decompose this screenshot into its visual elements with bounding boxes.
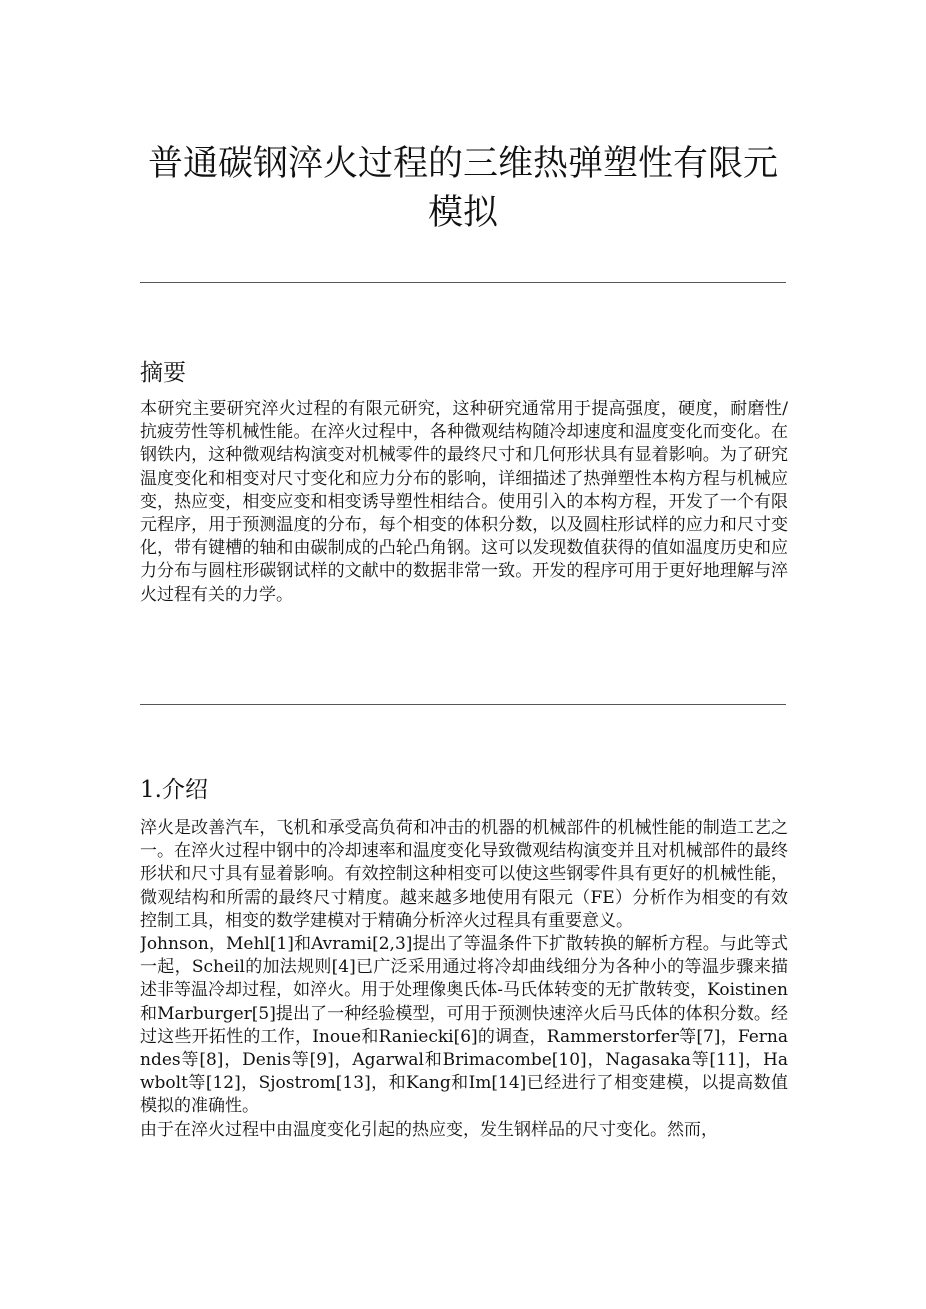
page-title: 普通碳钢淬火过程的三维热弹塑性有限元模拟 bbox=[147, 144, 778, 233]
abstract-paragraph: 本研究主要研究淬火过程的有限元研究，这种研究通常用于提高强度，硬度，耐磨性/抗疲劳性等机械性能。在淬火过程中，各种微观结构随冷却速度和温度变化而变化。在钢铁内，这种微观结构演变对机械零件的最终尺寸和几何形状具有显着影响。为了研究温度变化和相变对尺寸变化和应力分布的影响，详细描述了热弹塑性本构方程与机械应变，热应变，相变应变和相变诱导塑性相结合。使用引入的本构方程，开发了一个有限元程序，用于预测温度的分布，每个相变的体积分数，以及圆柱形试样的应力和尺寸变化，带有键槽的轴和由碳制成的凸轮凸角钢。这可以发现数值获得的值如温度历史和应力分布与圆柱形碳钢试样的文献中的数据非常一致。开发的程序可用于更好地理解与淬火过程有关的力学。 bbox=[140, 399, 788, 605]
title-divider bbox=[140, 282, 786, 283]
abstract-divider bbox=[140, 704, 786, 705]
introduction-body bbox=[140, 817, 788, 1197]
introduction-paragraph-3: 由于在淬火过程中由温度变化引起的热应变，发生钢样品的尺寸变化。然而， bbox=[140, 1119, 718, 1140]
introduction-paragraph-1: 淬火是改善汽车，飞机和承受高负荷和冲击的机器的机械部件的机械性能的制造工艺之一。在淬火过程中钢中的冷却速率和温度变化导致微观结构演变并且对机械部件的最终形状和尺寸具有显着影响。有效控制这种相变可以使这些钢零件具有更好的机械性能，微观结构和所需的最终尺寸精度。越来越多地使用有限元（FE）分析作为相变的有效控制工具，相变的数学建模对于精确分析淬火过程具有重要意义。 bbox=[140, 818, 788, 931]
introduction-paragraph-2: Johnson，Mehl[1]和Avrami[2,3]提出了等温条件下扩散转换的解析方程。与此等式一起，Scheil的加法规则[4]已广泛采用通过将冷却曲线细分为各种小的等温步骤来描述非等温冷却过程，如淬火。用于处理像奥氏体-马氏体转变的无扩散转变，Koistinen和Marburger[5]提出了一种经验模型，可用于预测快速淬火后马氏体的体积分数。经过这些开拓性的工作，Inoue和Raniecki[6]的调查，Rammerstorfer等[7]，Fernandes等[8]，Denis等[9]，Agarwal和Brimacombe[10]，Nagasaka等[11]，Hawbolt等[12]，Sjostrom[13]，和Kang和Im[14]已经进行了相变建模，以提高数值模拟的准确性。 bbox=[140, 934, 788, 1117]
abstract-heading: 摘要 bbox=[140, 360, 186, 386]
introduction-heading: 1.介绍 bbox=[140, 777, 208, 803]
